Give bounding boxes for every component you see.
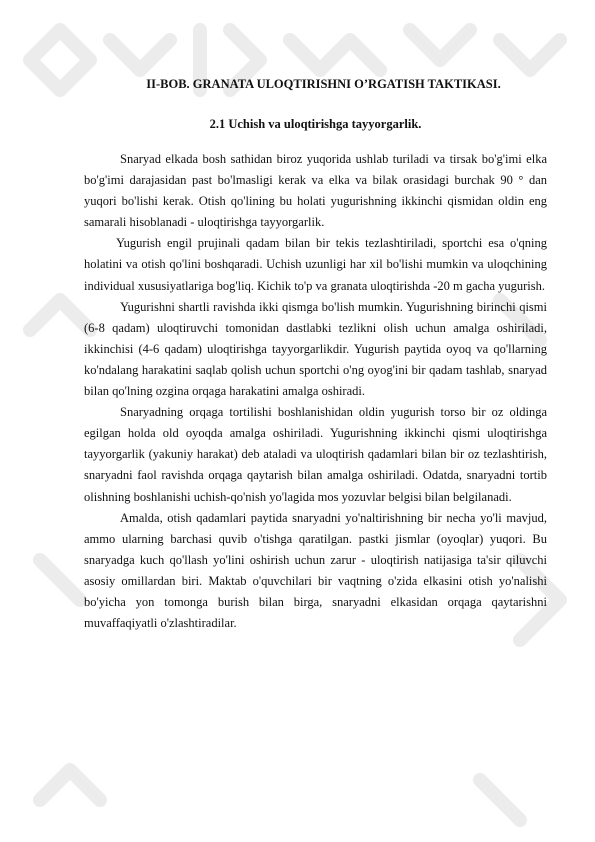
chapter-title: II-BOB. GRANATA ULOQTIRISHNI O’RGATISH TAKTIKASI.: [146, 77, 501, 91]
paragraph: Snaryadning orqaga tortilishi boshlanishidan oldin yugurish torso bir oz oldinga egilgan holda old oyoqda amalga oshiriladi. Yugurishning ikkinchi qismi uloqtirishga tayyorgarlik (yakuniy harakat) deb ataladi va uloqtirish qadamlari bilan bir oz tezlashtirish, snaryadni faol ravishda orqaga qaytarish bilan amalga oshiriladi. Odatda, snaryadni tortib olishning boshlanishi uchish-qo'nish yo'lagida mos yozuvlar belgisi bilan belgilanadi.: [84, 405, 547, 504]
section-title: 2.1 Uchish va uloqtirishga tayyorgarlik.: [209, 117, 422, 131]
paragraph: Yugurishni shartli ravishda ikki qismga bo'lish mumkin. Yugurishning birinchi qismi (6-8 qadam) uloqtiruvchi tomonidan dastlabki tezlikni olish uchun amalga oshiriladi, ikkinchisi (4-6 qadam) uloqtirishga tayyorgarlikdir. Yugurish paytida oyoq va qo'llarning ko'ndalang harakatini saqlab qolish uchun sportchi o'ng oyog'ini bir qadam tashlab, snaryad bilan qo'lning ozgina orqaga harakatini amalga oshiradi.: [84, 299, 547, 399]
paragraph: Snaryad elkada bosh sathidan biroz yuqorida ushlab turiladi va tirsak bo'g'imi elka bo'g'imi darajasidan past bo'lmasligi kerak va elka va bilak orasidagi burchak 90 ° dan yuqori bo'lishi kerak. Otish qo'lining bu holati yugurishning ikkinchi qismidan oldin eng samarali hisoblanadi - uloqtirishga tayyorgarlik.: [84, 152, 547, 230]
body-text: [84, 149, 547, 634]
document-page: [84, 76, 547, 634]
paragraph: Yugurish engil prujinali qadam bilan bir tekis tezlashtiriladi, sportchi esa o'qning holatini va otish qo'lini boshqaradi. Uchish uzunligi har xil bo'lishi mumkin va uloqchining individual xususiyatlariga bog'liq. Kichik to'p va granata uloqtirishda -20 m gacha yugurish.: [84, 236, 547, 293]
paragraph: Amalda, otish qadamlari paytida snaryadni yo'naltirishning bir necha yo'li mavjud, ammo ularning barchasi quvib o'tishga qaratilgan. pastki jismlar (oyoqlar) yuqori. Bu snaryadga kuch qo'llash yo'lini oshirish uchun zarur - uloqtirish natijasiga ta'sir qiluvchi asosiy omillardan biri. Maktab o'quvchilari bir vaqtning o'zida elkasini otish yo'nalishi bo'yicha yon tomonga burish bilan birga, snaryadni elkasidan orqaga qaytarishni muvaffaqiyatli o'zlashtiradilar.: [84, 510, 547, 631]
